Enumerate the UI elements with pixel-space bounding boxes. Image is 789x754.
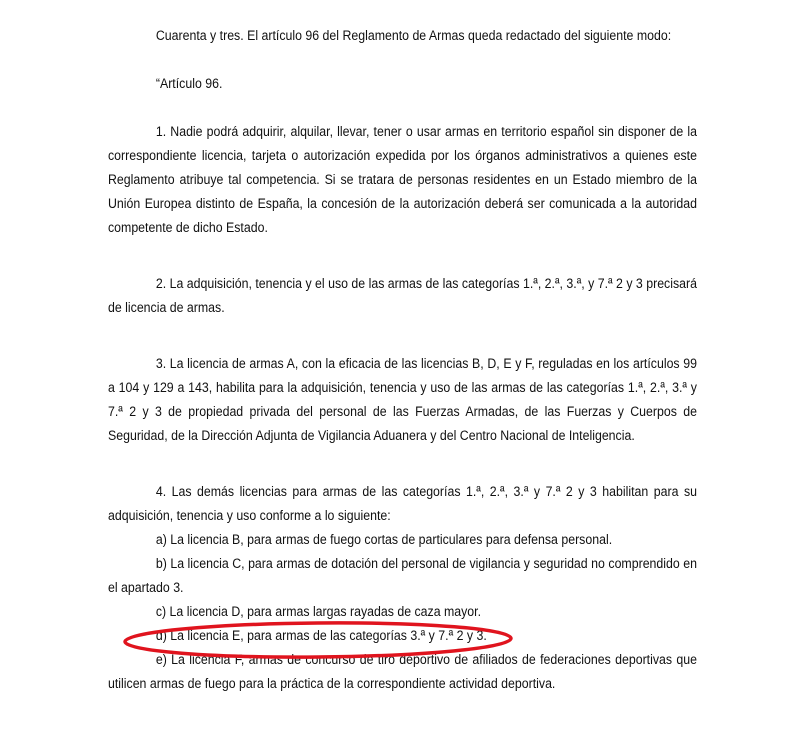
article-heading: “Artículo 96. — [155, 76, 223, 92]
document-body — [108, 24, 697, 696]
item-a: a) La licencia B, para armas de fuego cortas de particulares para defensa personal. — [155, 532, 613, 548]
paragraph-4: 4. Las demás licencias para armas de las categorías 1.ª, 2.ª, 3.ª y 7.ª 2 y 3 habilitan para su adquisición, tenencia y uso conforme a lo siguiente: — [108, 484, 697, 524]
item-e: e) La licencia F, armas de concurso de tiro deportivo de afiliados de federaciones deportivas que utilicen armas de fuego para la práctica de la correspondiente actividad deportiva. — [108, 652, 697, 692]
item-c: c) La licencia D, para armas largas rayadas de caza mayor. — [155, 604, 482, 620]
item-d-highlighted: d) La licencia E, para armas de las categorías 3.ª y 7.ª 2 y 3. — [155, 628, 487, 644]
paragraph-2: 2. La adquisición, tenencia y el uso de las armas de las categorías 1.ª, 2.ª, 3.ª, y 7.ª 2 y 3 precisará de licencia de armas. — [108, 276, 697, 316]
paragraph-1: 1. Nadie podrá adquirir, alquilar, llevar, tener o usar armas en territorio español sin disponer de la correspondiente licencia, tarjeta o autorización expedida por los órganos administrativos a quienes este Reglamento atribuye tal competencia. Si se tratara de personas residentes en un Estado miembro de la Unión Europea distinto de España, la concesión de la autorización deberá ser comunicada a la autoridad competente de dicho Estado. — [108, 124, 697, 236]
paragraph-3: 3. La licencia de armas A, con la eficacia de las licencias B, D, E y F, reguladas en los artículos 99 a 104 y 129 a 143, habilita para la adquisición, tenencia y uso de las armas de las categorías 1.ª, 2.ª, 3.ª y 7.ª 2 y 3 de propiedad privada del personal de las Fuerzas Armadas, de las Fuerzas y Cuerpos de Seguridad, de la Dirección Adjunta de Vigilancia Aduanera y del Centro Nacional de Inteligencia. — [108, 356, 697, 444]
item-b: b) La licencia C, para armas de dotación del personal de vigilancia y seguridad no comprendido en el apartado 3. — [108, 556, 697, 596]
intro-text: Cuarenta y tres. El artículo 96 del Reglamento de Armas queda redactado del siguiente modo: — [155, 28, 672, 44]
